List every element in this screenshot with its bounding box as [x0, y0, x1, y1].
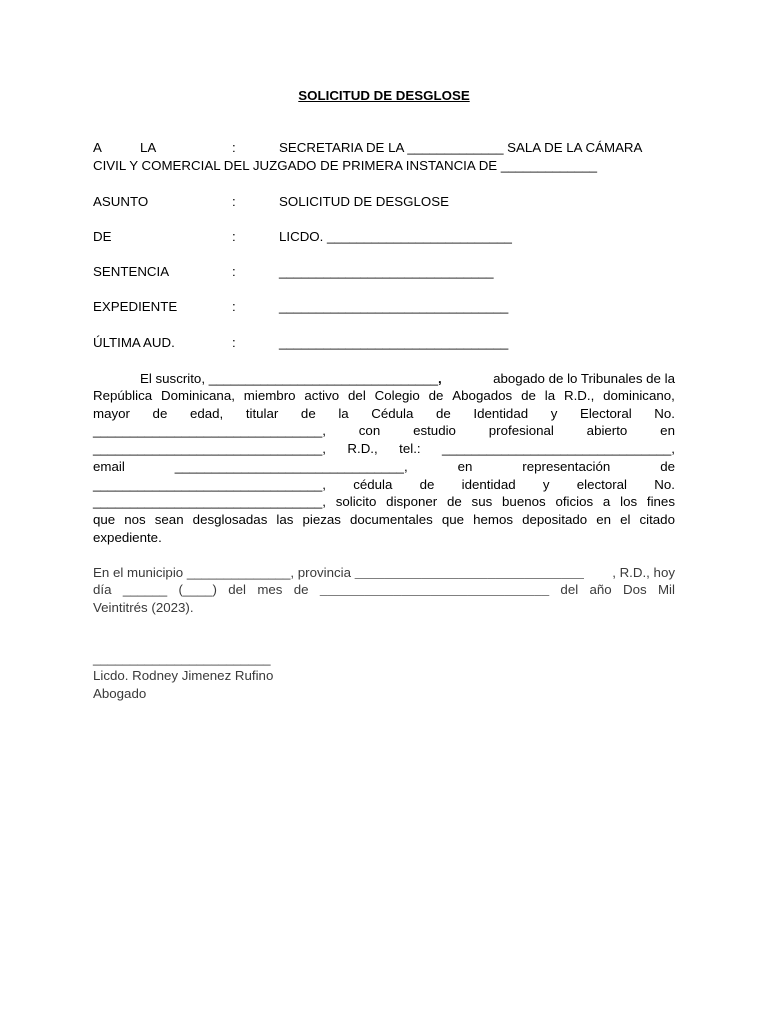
field-label: EXPEDIENTE	[93, 299, 178, 314]
field-value: _______________________________	[279, 335, 509, 350]
field-value: _____________________________	[279, 264, 494, 279]
word: No.	[654, 476, 675, 492]
word: profesional	[488, 423, 554, 439]
document-title: SOLICITUD DE DESGLOSE	[298, 88, 470, 103]
field-colon: :	[232, 335, 236, 350]
word: _______________________________,	[93, 494, 326, 510]
word: año	[589, 582, 612, 597]
body-line-1	[93, 370, 675, 387]
word: abierto	[586, 423, 628, 439]
word: en	[596, 511, 611, 527]
word: del	[228, 582, 246, 597]
word: Electoral	[579, 405, 632, 421]
field-colon: :	[232, 264, 236, 279]
word: del	[560, 582, 579, 597]
word: mayor	[93, 405, 130, 421]
word: que	[441, 511, 465, 527]
body-line-10: expediente.	[93, 529, 162, 545]
word: Abogados	[452, 388, 513, 403]
word: _______________________________,	[442, 441, 675, 457]
word: electoral	[576, 476, 628, 492]
word: mes	[257, 582, 283, 597]
field-label: SENTENCIA	[93, 264, 170, 279]
field-label: ÚLTIMA AUD.	[93, 335, 175, 350]
word: con	[358, 423, 381, 439]
closing-line-3: Veintitrés (2023).	[93, 599, 194, 615]
body-line-3	[93, 405, 675, 423]
word: hemos	[473, 511, 513, 527]
signature-name: Licdo. Rodney Jimenez Rufino	[93, 668, 274, 683]
body-line-5	[93, 440, 675, 458]
body-text: abogado de lo Tribunales de la	[493, 371, 675, 386]
body-line-2	[93, 387, 675, 405]
word: en	[457, 458, 473, 474]
word: No.	[654, 405, 675, 421]
word: (____)	[178, 582, 217, 597]
word: República	[93, 388, 153, 403]
word: las	[276, 511, 294, 527]
word: disponer	[386, 494, 438, 510]
word: a	[602, 494, 611, 510]
word: de	[660, 458, 675, 474]
body-line-6	[93, 458, 675, 476]
word: de	[436, 405, 451, 421]
word: Mil	[657, 582, 675, 597]
word: _______________________________	[319, 582, 550, 597]
word: documentales	[349, 511, 433, 527]
word: _______________________________,	[93, 476, 326, 492]
word: identidad	[461, 476, 516, 492]
word: fines	[646, 494, 675, 510]
word: citado	[639, 511, 675, 527]
word: titular	[245, 405, 279, 421]
field-colon: :	[232, 194, 236, 209]
addressee-value: SECRETARIA DE LA _____________ SALA DE LA CÁMARA	[279, 140, 643, 155]
word: de	[293, 582, 309, 597]
addressee-colon: :	[232, 140, 236, 155]
closing-paragraph	[93, 564, 675, 616]
word: _______________________________,	[93, 423, 326, 439]
field-label: DE	[93, 229, 112, 244]
signature-line: ________________________	[93, 651, 271, 666]
word: de	[428, 388, 444, 403]
word: sean	[154, 511, 184, 527]
field-value: LICDO. _________________________	[279, 229, 512, 244]
word: email	[93, 458, 125, 474]
word: tel.:	[399, 441, 421, 457]
field-value: _______________________________	[279, 299, 509, 314]
word: R.D.,	[347, 441, 378, 457]
body-line-8	[93, 493, 675, 511]
closing-blank: _______________________________	[354, 565, 584, 580]
word: miembro	[243, 388, 296, 403]
addressee-la: LA	[140, 140, 157, 155]
addressee-a: A	[93, 140, 102, 155]
word: piezas	[302, 511, 341, 527]
closing-line-1	[93, 564, 675, 581]
word: el	[620, 511, 631, 527]
closing-text: , R.D., hoy	[612, 565, 675, 580]
word: día	[93, 582, 112, 597]
word: de	[300, 405, 316, 421]
word: nos	[124, 511, 146, 527]
word: solicito	[335, 494, 377, 510]
field-colon: :	[232, 299, 236, 314]
word: _______________________________,	[93, 441, 326, 457]
word: los	[620, 494, 638, 510]
word: activo	[304, 388, 340, 403]
word: edad,	[189, 405, 224, 421]
closing-line-2	[93, 581, 675, 599]
word: estudio	[413, 423, 456, 439]
word: de	[419, 476, 435, 492]
body-text: El suscrito,	[140, 371, 206, 386]
word: en	[660, 423, 675, 439]
word: Dos	[622, 582, 647, 597]
word: Cédula	[371, 405, 414, 421]
addressee-line-2: CIVIL Y COMERCIAL DEL JUZGADO DE PRIMERA INSTANCIA DE _____________	[93, 158, 597, 173]
body-paragraph	[93, 370, 675, 546]
word: sus	[471, 494, 493, 510]
word: oficios	[555, 494, 594, 510]
word: cédula	[353, 476, 393, 492]
field-colon: :	[232, 229, 236, 244]
word: y	[550, 405, 558, 421]
body-line-9	[93, 511, 675, 529]
word: y	[542, 476, 550, 492]
body-comma: ,	[437, 371, 442, 386]
word: _______________________________,	[174, 458, 408, 474]
body-line-7	[93, 476, 675, 494]
body-line-4	[93, 422, 675, 440]
word: que	[93, 511, 116, 527]
word: de	[521, 388, 536, 403]
word: desglosadas	[192, 511, 268, 527]
word: del	[348, 388, 366, 403]
word: Colegio	[374, 388, 420, 403]
word: ______	[122, 582, 168, 597]
word: de	[446, 494, 462, 510]
word: representación	[522, 458, 611, 474]
word: buenos	[502, 494, 546, 510]
field-label: ASUNTO	[93, 194, 149, 209]
word: Dominicana,	[161, 388, 235, 403]
word: dominicano,	[603, 388, 675, 403]
word: la	[338, 405, 349, 421]
word: R.D.,	[563, 388, 595, 403]
body-blank: _______________________________	[208, 371, 438, 386]
closing-text: En el municipio ______________, provincia	[93, 565, 351, 580]
word: depositado	[522, 511, 588, 527]
word: Identidad	[473, 405, 529, 421]
signature-role: Abogado	[93, 686, 147, 701]
word: la	[544, 388, 556, 403]
field-value: SOLICITUD DE DESGLOSE	[279, 194, 449, 209]
word: de	[152, 405, 168, 421]
